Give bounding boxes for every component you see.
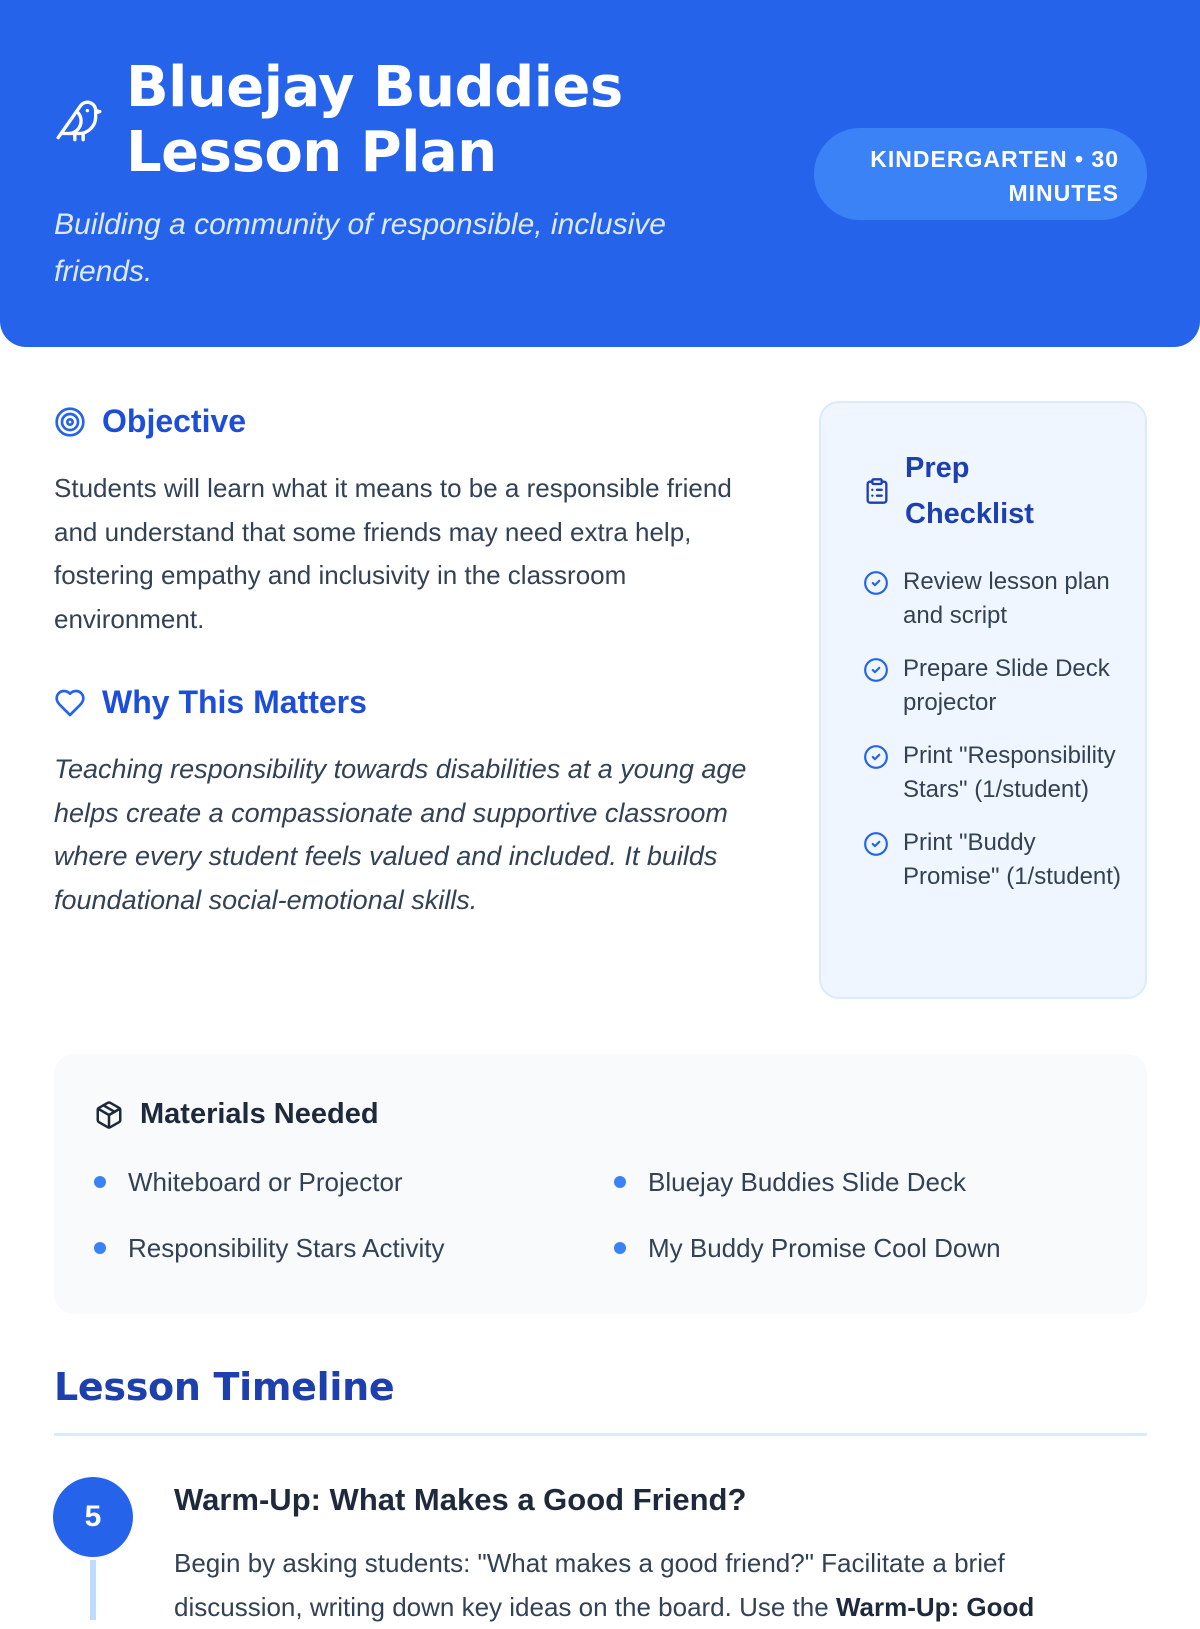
materials-heading-label: Materials Needed (140, 1098, 379, 1130)
material-item (614, 1230, 1134, 1266)
box-icon (94, 1100, 124, 1130)
material-item (94, 1164, 614, 1200)
timeline-heading: Lesson Timeline (54, 1365, 395, 1409)
bullet-dot (94, 1242, 106, 1254)
why-heading (54, 684, 367, 721)
check-circle-icon (863, 570, 889, 596)
bullet-dot (614, 1242, 626, 1254)
prep-item (863, 826, 1133, 893)
lesson-header (0, 0, 1200, 347)
heart-icon (54, 687, 86, 719)
prep-item-label: Print "Responsibility Stars" (1/student) (903, 742, 1116, 803)
timeline-connector (90, 1560, 96, 1620)
prep-heading (863, 445, 1055, 537)
material-item-label: Bluejay Buddies Slide Deck (648, 1167, 966, 1197)
step-description-bold: Warm-Up: Good (835, 1592, 1035, 1622)
prep-heading-label: Prep Checklist (905, 452, 1034, 530)
material-item-label: Responsibility Stars Activity (128, 1233, 445, 1263)
bird-icon (54, 96, 104, 146)
objective-heading (54, 403, 246, 440)
prep-list (863, 565, 1133, 913)
grade-duration-badge: KINDERGARTEN • 30 MINUTES (814, 128, 1147, 220)
material-item (94, 1230, 614, 1266)
step-description (174, 1541, 1124, 1629)
material-item-label: My Buddy Promise Cool Down (648, 1233, 1001, 1263)
bullet-dot (614, 1176, 626, 1188)
clipboard-icon (863, 477, 891, 505)
material-item (614, 1164, 1134, 1200)
check-circle-icon (863, 744, 889, 770)
prep-item (863, 565, 1133, 632)
materials-card (54, 1054, 1147, 1314)
bullet-dot (94, 1176, 106, 1188)
check-circle-icon (863, 831, 889, 857)
step-title: Warm-Up: What Makes a Good Friend? (174, 1482, 747, 1517)
target-icon (54, 406, 86, 438)
page-subtitle: Building a community of responsible, inclusive friends. (54, 208, 666, 288)
material-item-label: Whiteboard or Projector (128, 1167, 403, 1197)
why-heading-label: Why This Matters (102, 684, 367, 720)
objective-heading-label: Objective (102, 403, 247, 439)
step-description-text: Begin by asking students: "What makes a good friend?" Facilitate a brief discussion, writing down key ideas on the board. Use the (174, 1548, 1005, 1622)
timeline-divider (54, 1433, 1147, 1436)
prep-item (863, 652, 1133, 719)
page-title: Bluejay Buddies Lesson Plan (126, 55, 623, 185)
materials-heading (94, 1098, 379, 1131)
prep-item (863, 739, 1133, 806)
prep-item-label: Review lesson plan and script (903, 568, 1110, 629)
objective-text: Students will learn what it means to be a responsible friend and understand that some friends may need extra help, fostering empathy and inclusivity in the classroom environment. (54, 473, 732, 634)
prep-item-label: Print "Buddy Promise" (1/student) (903, 829, 1121, 890)
prep-checklist-card (819, 401, 1147, 999)
why-text: Teaching responsibility towards disabilities at a young age helps create a compassionate and supportive classroom where every student feels valued and included. It builds foundational social-emotional skills. (54, 754, 747, 915)
materials-list (94, 1164, 1134, 1266)
check-circle-icon (863, 657, 889, 683)
step-duration-badge: 5 (53, 1477, 133, 1557)
prep-item-label: Prepare Slide Deck projector (903, 655, 1110, 716)
